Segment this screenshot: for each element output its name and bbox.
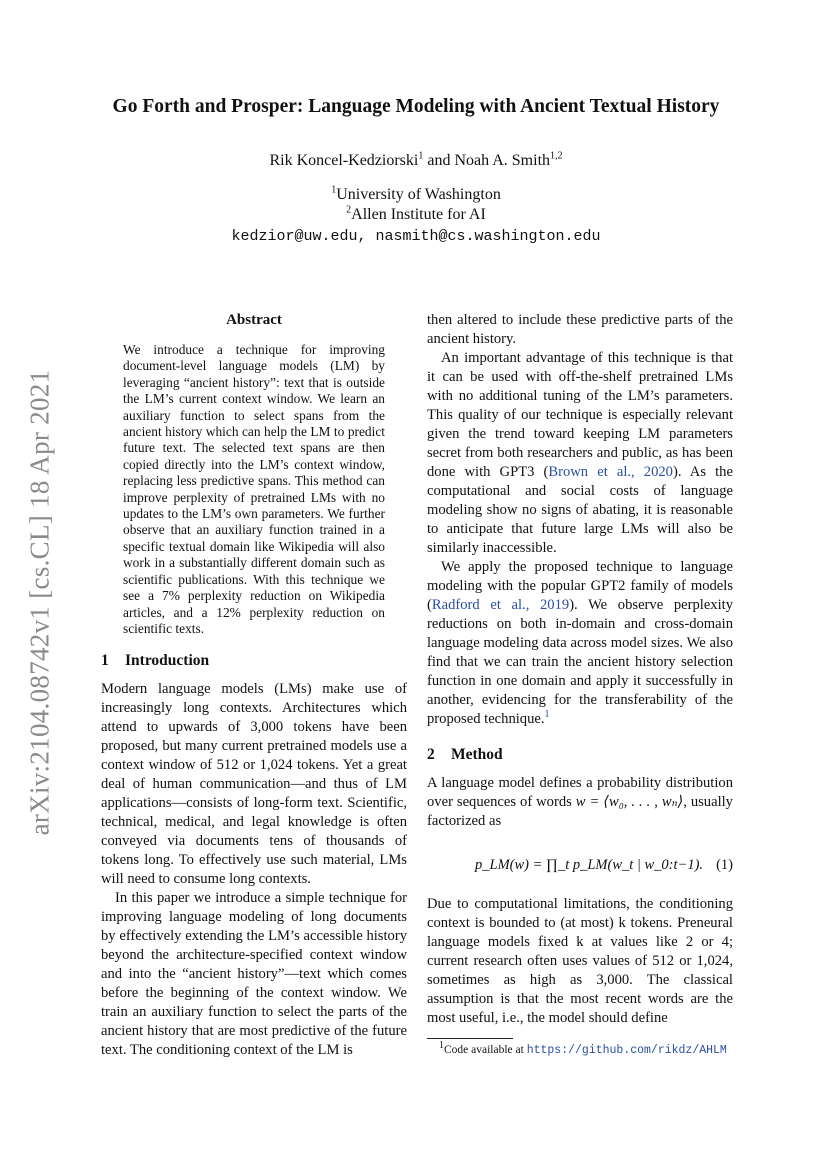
authors	[60, 152, 772, 170]
equation-body: p_LM(w) = ∏_t p_LM(w_t | w_0:t−1).	[475, 856, 704, 873]
right-paragraph-3: We apply the proposed technique to language modeling with the popular GPT2 family of models (Radford et al., 2019). We observe perplexity reductions on both in-domain and cross-domain language modeling data across model sizes. We also find that we can train the ancient history selection function in one domain and apply it successfully in another, evidencing for the transferability of the proposed technique.$^1$	[427, 559, 733, 727]
author-1: Rik Koncel-Kedziorski	[269, 152, 419, 169]
section-number: 2	[427, 746, 435, 763]
section-title: Method	[451, 746, 503, 763]
citation-brown-2020[interactable]: Brown et al., 2020	[548, 464, 673, 480]
affiliation-2: $^2$Allen Institute for AI	[346, 204, 486, 223]
section-heading-introduction	[101, 651, 407, 670]
equation-number: (1)	[716, 856, 733, 873]
section-number: 1	[101, 652, 109, 670]
right-paragraph-2: An important advantage of this technique is that it can be used with off-the-shelf pretrained LMs with no additional tuning of the LM’s parameters. This quality of our technique is especially relevant given the trend toward keeping LM parameters secret from both researchers and public, as has been done with GPT3 (Brown et al., 2020). As the computational and social costs of language modeling show no signs of abating, it is reasonable to anticipate that future large LMs will also be similarly inaccessible.	[427, 350, 733, 556]
code-url-link[interactable]: https://github.com/rikdz/AHLM	[526, 1044, 727, 1057]
footnote-divider	[427, 1038, 513, 1039]
abstract-text: We introduce a technique for improving document-level language models (LM) by leveraging “ancient history”: text that is outside the LM’s current context window. We learn an auxiliary function to select spans from the ancient history which can help the LM to predict future text. The selected text spans are then copied directly into the LM’s context window, replacing less predictive spans. This method can improve perplexity of pretrained LMs with no updates to the LM’s own parameters. We further observe that an auxiliary function trained in a specific textual domain like Wikipedia will also work in a substantially different domain such as scientific publications. With this technique we see a 7% perplexity reduction on Wikipedia articles, and a 12% perplexity reduction on scientific texts.	[123, 342, 385, 636]
section-title: Introduction	[125, 652, 210, 670]
section-heading-method	[427, 745, 733, 764]
intro-paragraph-2: In this paper we introduce a simple technique for improving language modeling of long documents by effectively extending the LM’s accessible history beyond the architecture-specified context window and into the “ancient history”—text which comes before the beginning of the context window. We train an auxiliary function to select the parts of the ancient history that are most predictive of the future text. The conditioning context of the LM is	[101, 890, 407, 1059]
author-2: and Noah A. Smith	[423, 152, 551, 169]
paper-title: Go Forth and Prosper: Language Modeling with Ancient Textual History	[112, 96, 720, 117]
footnote-1: $^1$Code available at https://github.com/rikdz/AHLM	[439, 1040, 727, 1057]
footnote-marker[interactable]: 1	[544, 709, 550, 721]
inline-math: w = ⟨w₀, . . . , wₙ⟩	[575, 794, 684, 810]
author-2-affil: 1,2	[550, 150, 563, 162]
intro-paragraph-1: Modern language models (LMs) make use of increasingly long contexts. Architectures which attend to upwards of 3,000 tokens have been proposed, but many current pretrained models use a context window of 512 or 1,024 tokens. Yet a great deal of human communication—and thus of LM applications—consists of long-form text. Scientific, technical, medical, and legal knowledge is often conveyed via documents tens of thousands of tokens long. To effectively use such material, LMs will need to consume long contexts.	[101, 681, 407, 888]
method-paragraph-2: Due to computational limitations, the conditioning context is bounded to (at most) k tokens. Preneural language models fixed k at values like 2 or 4; current research often uses values of 512 or 1,024, sometimes as high as 3,000. The classical assumption is that the most recent words are the most useful, i.e., the model should define	[427, 896, 733, 1026]
author-1-affil: 1	[418, 150, 424, 162]
abstract-heading: Abstract	[226, 312, 282, 328]
method-paragraph-1: A language model defines a probability distribution over sequences of words w = ⟨w₀, . . . , wₙ⟩, usually factorized as	[427, 775, 733, 829]
citation-radford-2019[interactable]: Radford et al., 2019	[431, 597, 570, 613]
affiliation-1: $^1$University of Washington	[331, 184, 501, 203]
arxiv-stamp	[22, 352, 58, 852]
right-paragraph-1: then altered to include these predictive parts of the ancient history.	[427, 312, 733, 347]
left-column	[101, 311, 407, 1060]
equation-1	[427, 845, 733, 885]
author-emails: kedzior@uw.edu, nasmith@cs.washington.edu	[231, 228, 601, 245]
right-column	[427, 311, 733, 1058]
arxiv-id: arXiv:2104.08742v1 [cs.CL] 18 Apr 2021	[24, 369, 55, 835]
